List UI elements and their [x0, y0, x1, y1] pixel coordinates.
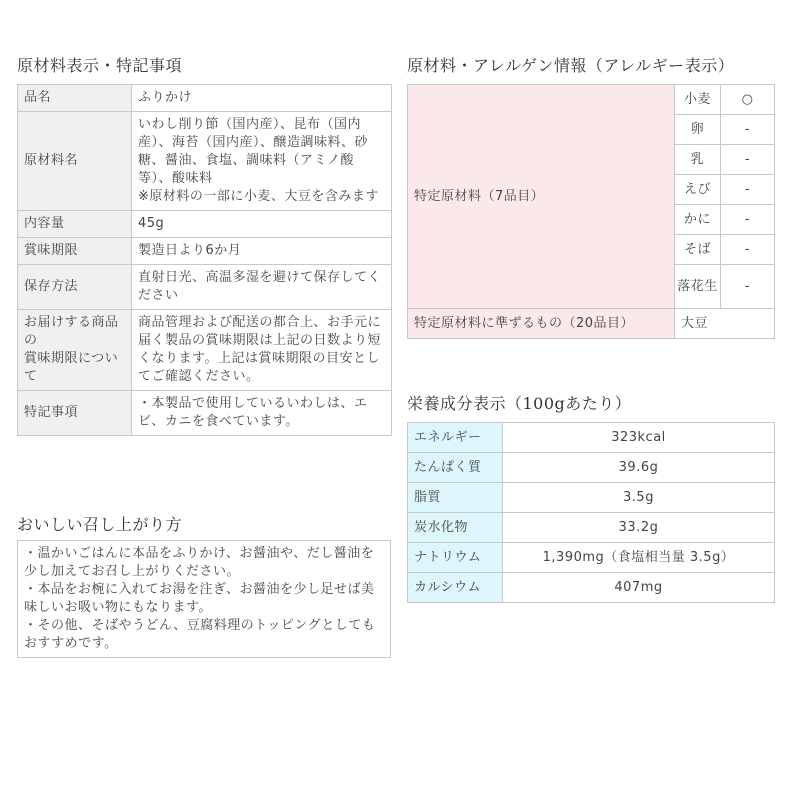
spec-value-line: 45g: [138, 216, 165, 231]
spec-value-line: 製造日より6か月: [138, 243, 242, 258]
spec-row: [18, 265, 392, 310]
spec-label: 特記事項: [18, 391, 132, 436]
nutrition-label: エネルギー: [408, 423, 503, 453]
spec-value: [132, 112, 392, 211]
spec-value: [132, 391, 392, 436]
nutrition-label: たんぱく質: [408, 453, 503, 483]
spec-value: [132, 211, 392, 238]
spec-row: [18, 85, 392, 112]
nutrition-row: [408, 423, 775, 453]
allergen-secondary-value: 大豆: [675, 309, 775, 339]
allergen-item-mark: -: [721, 235, 775, 265]
nutrition-row: [408, 513, 775, 543]
allergen-item-name: 落花生: [675, 265, 721, 309]
nutrition-row: [408, 573, 775, 603]
nutrition-label: カルシウム: [408, 573, 503, 603]
spec-label: 保存方法: [18, 265, 132, 310]
spec-value: [132, 310, 392, 391]
nutrition-row: [408, 453, 775, 483]
spec-value-line: 直射日光、高温多湿を避けて保存してください: [138, 270, 382, 303]
spec-table: [17, 84, 392, 436]
nutrition-value: 33.2g: [503, 513, 775, 543]
spec-value: [132, 85, 392, 112]
nutrition-table: [407, 422, 775, 603]
allergen-table: [407, 84, 775, 339]
howto-box: [17, 540, 391, 658]
nutrition-value: 39.6g: [503, 453, 775, 483]
spec-heading: 原材料表示・特記事項: [17, 56, 183, 75]
spec-value-line: いわし削り節（国内産）、昆布（国内産）、海苔（国内産）、醸造調味料、砂糖、醤油、食塩、調味料（アミノ酸等）、酸味料: [138, 117, 369, 186]
spec-value-line: ふりかけ: [138, 90, 193, 105]
nutrition-label: ナトリウム: [408, 543, 503, 573]
spec-value: [132, 265, 392, 310]
allergen-item-name: 卵: [675, 115, 721, 145]
allergen-category-label: 特定原材料（7品目）: [408, 85, 675, 309]
spec-value-line: ・本製品で使用しているいわしは、エビ、カニを食べています。: [138, 396, 368, 429]
nutrition-row: [408, 483, 775, 513]
allergen-item-name: かに: [675, 205, 721, 235]
allergen-item-mark: -: [721, 115, 775, 145]
nutrition-row: [408, 543, 775, 573]
allergen-item-mark: -: [721, 205, 775, 235]
nutrition-label: 脂質: [408, 483, 503, 513]
spec-row: [18, 238, 392, 265]
spec-row: [18, 310, 392, 391]
howto-line: ・本品をお椀に入れてお湯を注ぎ、お醤油を少し足せば美味しいお吸い物にもなります。: [24, 582, 375, 615]
spec-label: 品名: [18, 85, 132, 112]
spec-value-line: 商品管理および配送の都合上、お手元に届く製品の賞味期限は上記の日数より短くなります。上記は賞味期限の目安としてご確認ください。: [138, 315, 382, 384]
nutrition-value: 3.5g: [503, 483, 775, 513]
spec-label: お届けする商品の 賞味期限について: [18, 310, 132, 391]
nutrition-value: 407mg: [503, 573, 775, 603]
allergen-item-name: えび: [675, 175, 721, 205]
howto-line: ・温かいごはんに本品をふりかけ、お醤油や、だし醤油を少し加えてお召し上がりください。: [24, 546, 375, 579]
spec-label: 原材料名: [18, 112, 132, 211]
allergen-item-name: 乳: [675, 145, 721, 175]
nutrition-value: 1,390mg（食塩相当量 3.5g）: [503, 543, 775, 573]
spec-label: 賞味期限: [18, 238, 132, 265]
spec-row: [18, 391, 392, 436]
spec-value-line: ※原材料の一部に小麦、大豆を含みます: [138, 189, 379, 204]
allergen-row: [408, 85, 775, 115]
nutrition-heading: 栄養成分表示（100gあたり）: [407, 394, 632, 413]
allergen-item-mark: ○: [721, 85, 775, 115]
howto-line: ・その他、そばやうどん、豆腐料理のトッピングとしてもおすすめです。: [24, 618, 376, 651]
allergen-item-name: 小麦: [675, 85, 721, 115]
allergen-heading: 原材料・アレルゲン情報（アレルギー表示）: [407, 56, 735, 75]
allergen-secondary-label: 特定原材料に準ずるもの（20品目）: [408, 309, 675, 339]
allergen-item-mark: -: [721, 145, 775, 175]
spec-row: [18, 211, 392, 238]
allergen-secondary-row: [408, 309, 775, 339]
howto-heading: おいしい召し上がり方: [17, 515, 183, 534]
nutrition-value: 323kcal: [503, 423, 775, 453]
allergen-item-name: そば: [675, 235, 721, 265]
spec-value: [132, 238, 392, 265]
allergen-item-mark: -: [721, 265, 775, 309]
spec-row: [18, 112, 392, 211]
allergen-item-mark: -: [721, 175, 775, 205]
spec-label: 内容量: [18, 211, 132, 238]
nutrition-label: 炭水化物: [408, 513, 503, 543]
